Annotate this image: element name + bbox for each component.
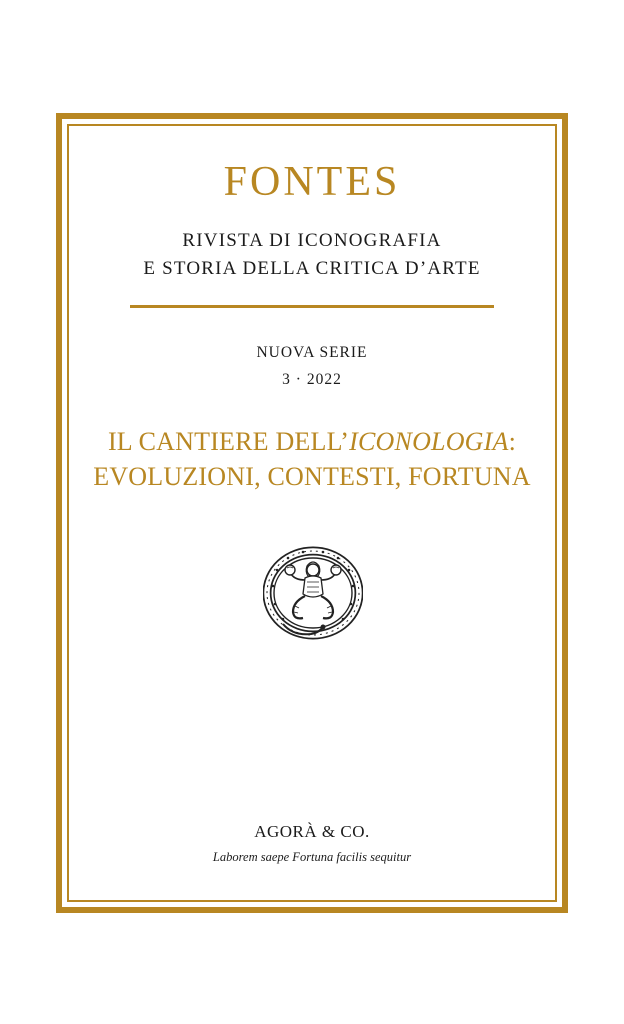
issue-title-italic: ICONOLOGIA (349, 427, 509, 456)
issue-title-line-2: EVOLUZIONI, CONTESTI, FORTUNA (93, 462, 531, 491)
issue-title-suffix: : (508, 427, 517, 456)
publisher-motto: Laborem saepe Fortuna facilis sequitur (212, 850, 412, 864)
issue-number: 3 · 2022 (282, 371, 342, 388)
issue-title-prefix: IL CANTIERE DELL’ (107, 427, 350, 456)
journal-title: FONTES (223, 159, 401, 205)
issue-title-line-1 (0, 427, 624, 457)
fortuna-emblem-icon (263, 546, 363, 640)
journal-subtitle-line-1: RIVISTA DI ICONOGRAFIA (182, 230, 442, 251)
divider-rule (130, 305, 494, 308)
series-label: NUOVA SERIE (256, 344, 368, 361)
journal-subtitle-line-2: E STORIA DELLA CRITICA D’ARTE (143, 258, 481, 279)
publisher-name: AGORÀ & CO. (254, 822, 370, 841)
